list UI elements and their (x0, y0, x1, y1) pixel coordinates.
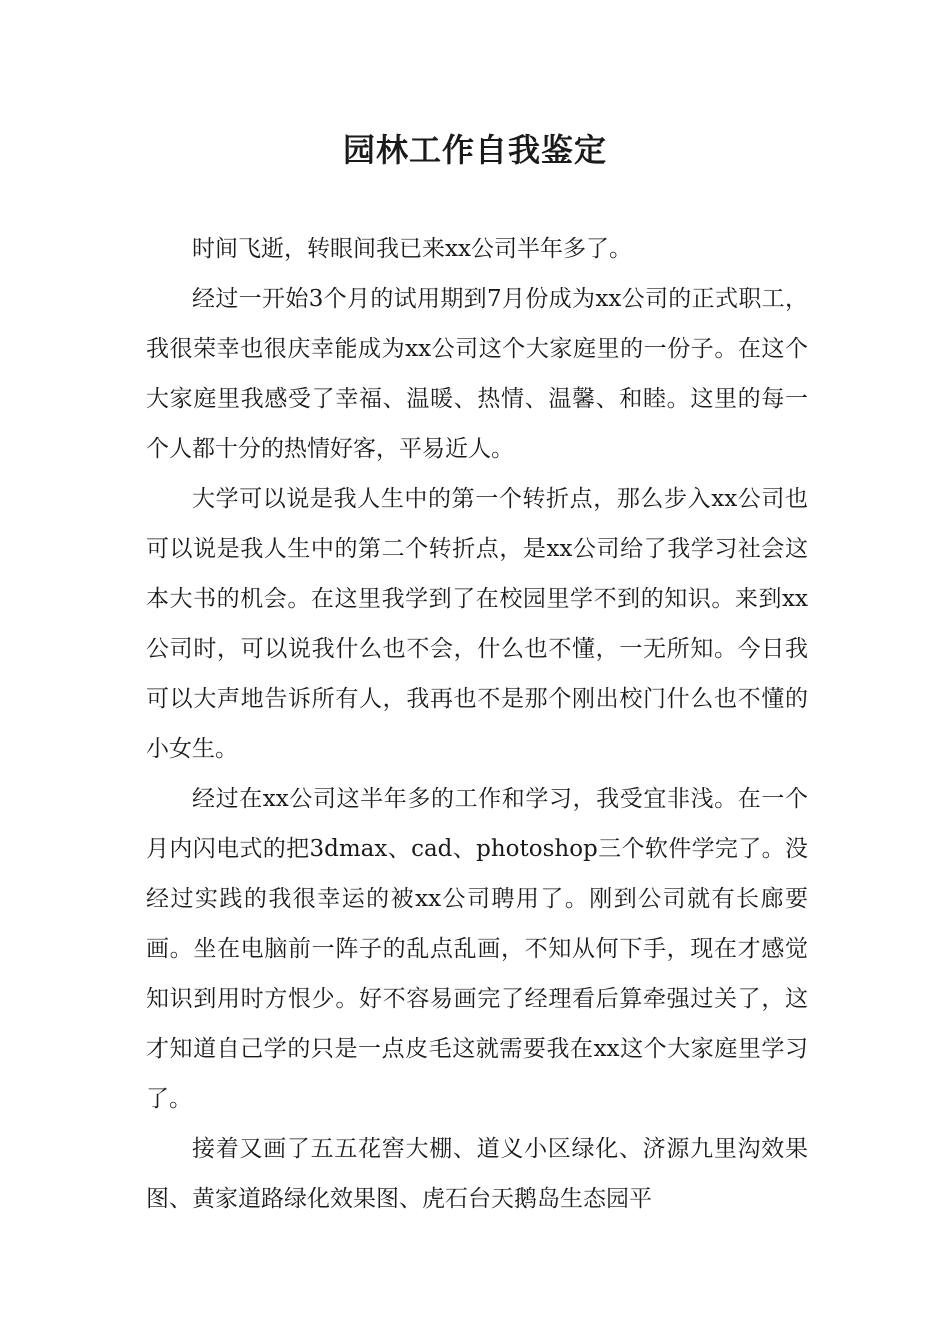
paragraph-4: 经过在xx公司这半年多的工作和学习，我受宜非浅。在一个月内闪电式的把3dmax、cad、photoshop三个软件学完了。没经过实践的我很幸运的被xx公司聘用了。刚到公司就有长廊要画。坐在电脑前一阵子的乱点乱画，不知从何下手，现在才感觉知识到用时方恨少。好不容易画完了经理看后算牵强过关了，这才知道自己学的只是一点皮毛这就需要我在xx这个大家庭里学习了。 (146, 786, 808, 1112)
paragraph-3: 大学可以说是我人生中的第一个转折点，那么步入xx公司也可以说是我人生中的第二个转折点，是xx公司给了我学习社会这本大书的机会。在这里我学到了在校园里学不到的知识。来到xx公司时，可以说我什么也不会，什么也不懂，一无所知。今日我可以大声地告诉所有人，我再也不是那个刚出校门什么也不懂的小女生。 (146, 486, 808, 762)
paragraph-2: 经过一开始3个月的试用期到7月份成为xx公司的正式职工，我很荣幸也很庆幸能成为xx公司这个大家庭里的一份子。在这个大家庭里我感受了幸福、温暖、热情、温馨、和睦。这里的每一个人都十分的热情好客，平易近人。 (146, 286, 808, 462)
paragraph-5: 接着又画了五五花窖大棚、道义小区绿化、济源九里沟效果图、黄家道路绿化效果图、虎石台天鹅岛生态园平 (146, 1136, 808, 1212)
document-body (146, 224, 808, 1224)
paragraph-1: 时间飞逝，转眼间我已来xx公司半年多了。 (192, 236, 632, 262)
document-title: 园林工作自我鉴定 (342, 131, 607, 169)
